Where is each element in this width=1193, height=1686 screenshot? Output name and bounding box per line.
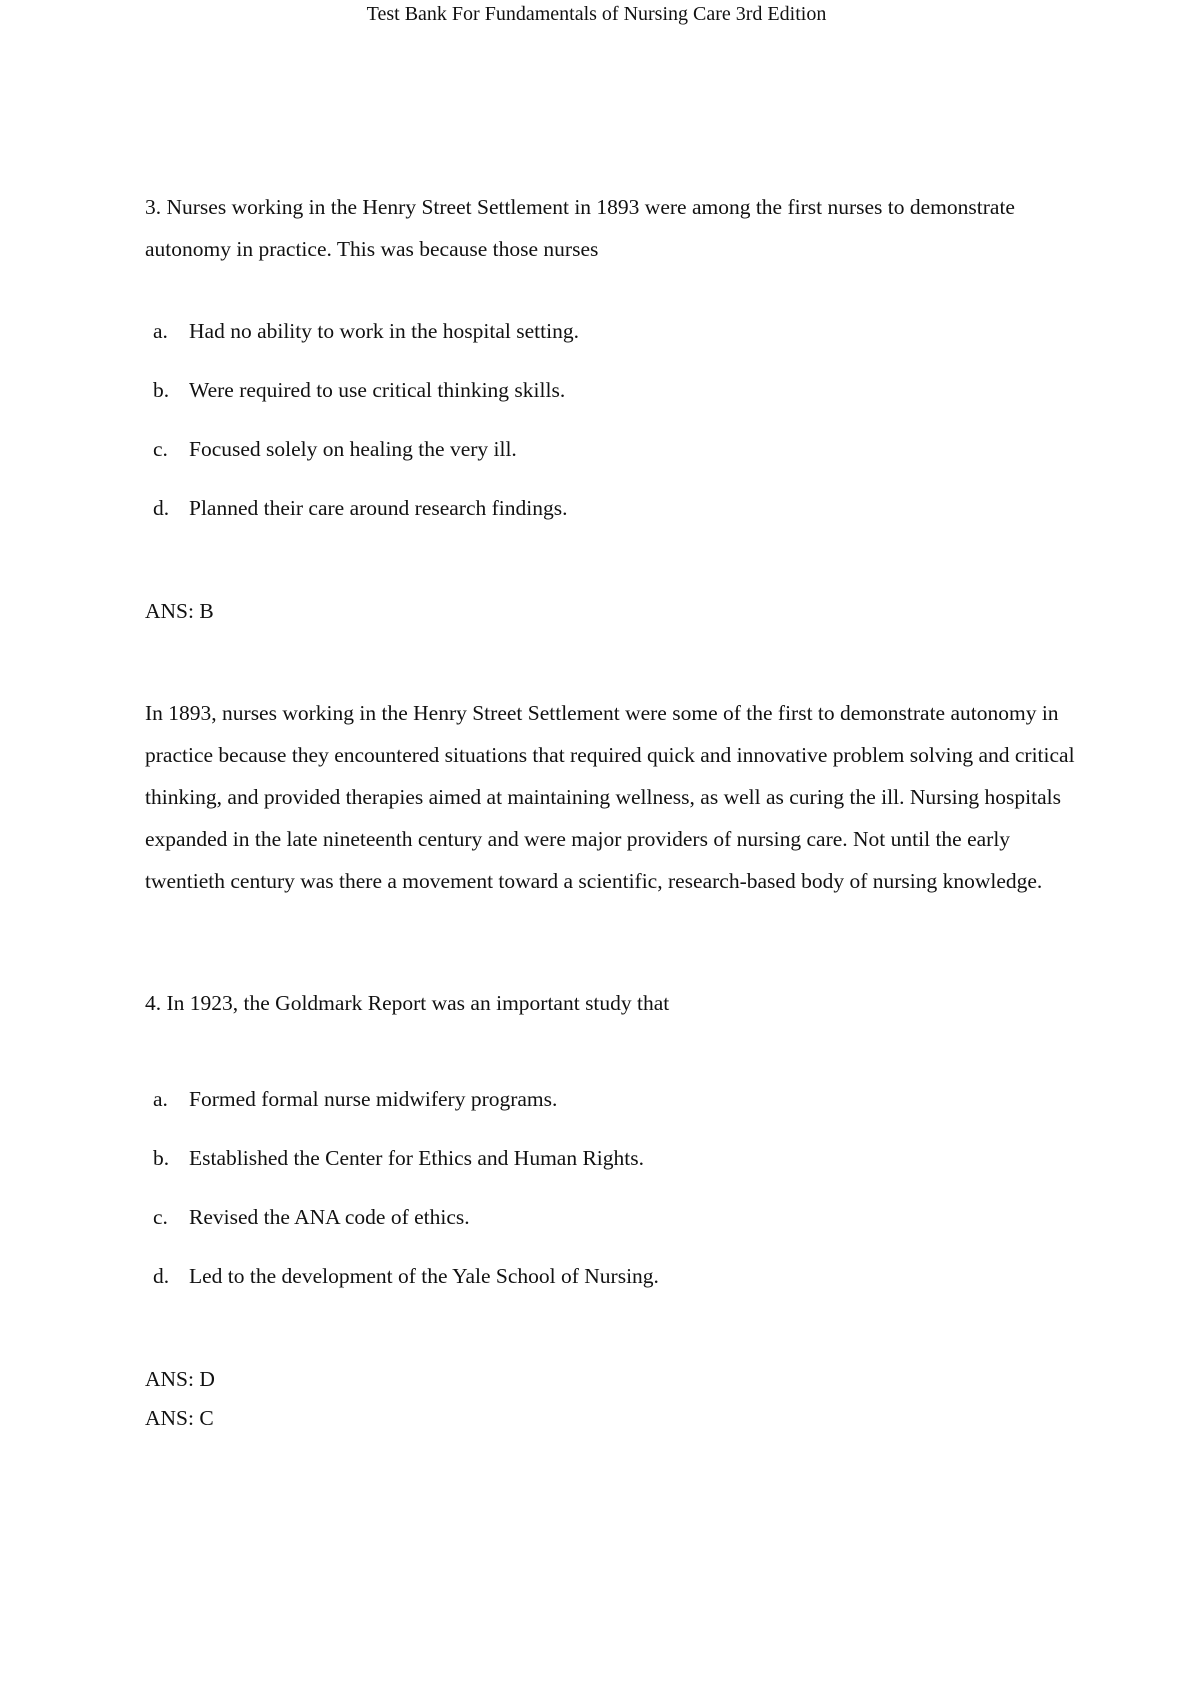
question-4-stem: 4. In 1923, the Goldmark Report was an important study that [145,991,670,1015]
option-letter: a. [153,1087,168,1111]
option-letter: d. [153,496,170,520]
option-item [145,1203,1085,1262]
option-item [145,435,1085,494]
option-item [145,1085,1085,1144]
option-text: Formed formal nurse midwifery programs. [189,1087,558,1111]
question-4-answer-extra: ANS: C [145,1406,214,1430]
question-4-options [145,1085,1085,1321]
option-item [145,376,1085,435]
question-3-stem: 3. Nurses working in the Henry Street Settlement in 1893 were among the first nurses to demonstrate autonomy in practice. This was because those nurses [145,195,1015,261]
option-item [145,1144,1085,1203]
option-item [145,1262,1085,1321]
question-3-options [145,317,1085,553]
option-text: Revised the ANA code of ethics. [189,1205,470,1229]
option-letter: a. [153,319,168,343]
option-text: Had no ability to work in the hospital setting. [189,319,579,343]
option-letter: d. [153,1264,170,1288]
option-text: Established the Center for Ethics and Human Rights. [189,1146,644,1170]
option-text: Focused solely on healing the very ill. [189,437,517,461]
option-text: Planned their care around research findings. [189,496,568,520]
option-letter: b. [153,378,170,402]
option-letter: c. [153,1205,168,1229]
option-item [145,494,1085,553]
question-3-rationale: In 1893, nurses working in the Henry Street Settlement were some of the first to demonstrate autonomy in practice because they encountered situations that required quick and innovative problem solving and critical thinking, and provided therapies aimed at maintaining wellness, as well as curing the ill. Nursing hospitals expanded in the late nineteenth century and were major providers of nursing care. Not until the early twentieth century was there a movement toward a scientific, research-based body of nursing knowledge. [145,701,1075,893]
option-text: Were required to use critical thinking skills. [189,378,566,402]
page-header: Test Bank For Fundamentals of Nursing Care 3rd Edition [366,3,827,25]
option-letter: b. [153,1146,170,1170]
option-letter: c. [153,437,168,461]
option-item [145,317,1085,376]
option-text: Led to the development of the Yale School of Nursing. [189,1264,659,1288]
question-3-answer: ANS: B [145,599,214,623]
question-4-answer: ANS: D [145,1367,215,1391]
